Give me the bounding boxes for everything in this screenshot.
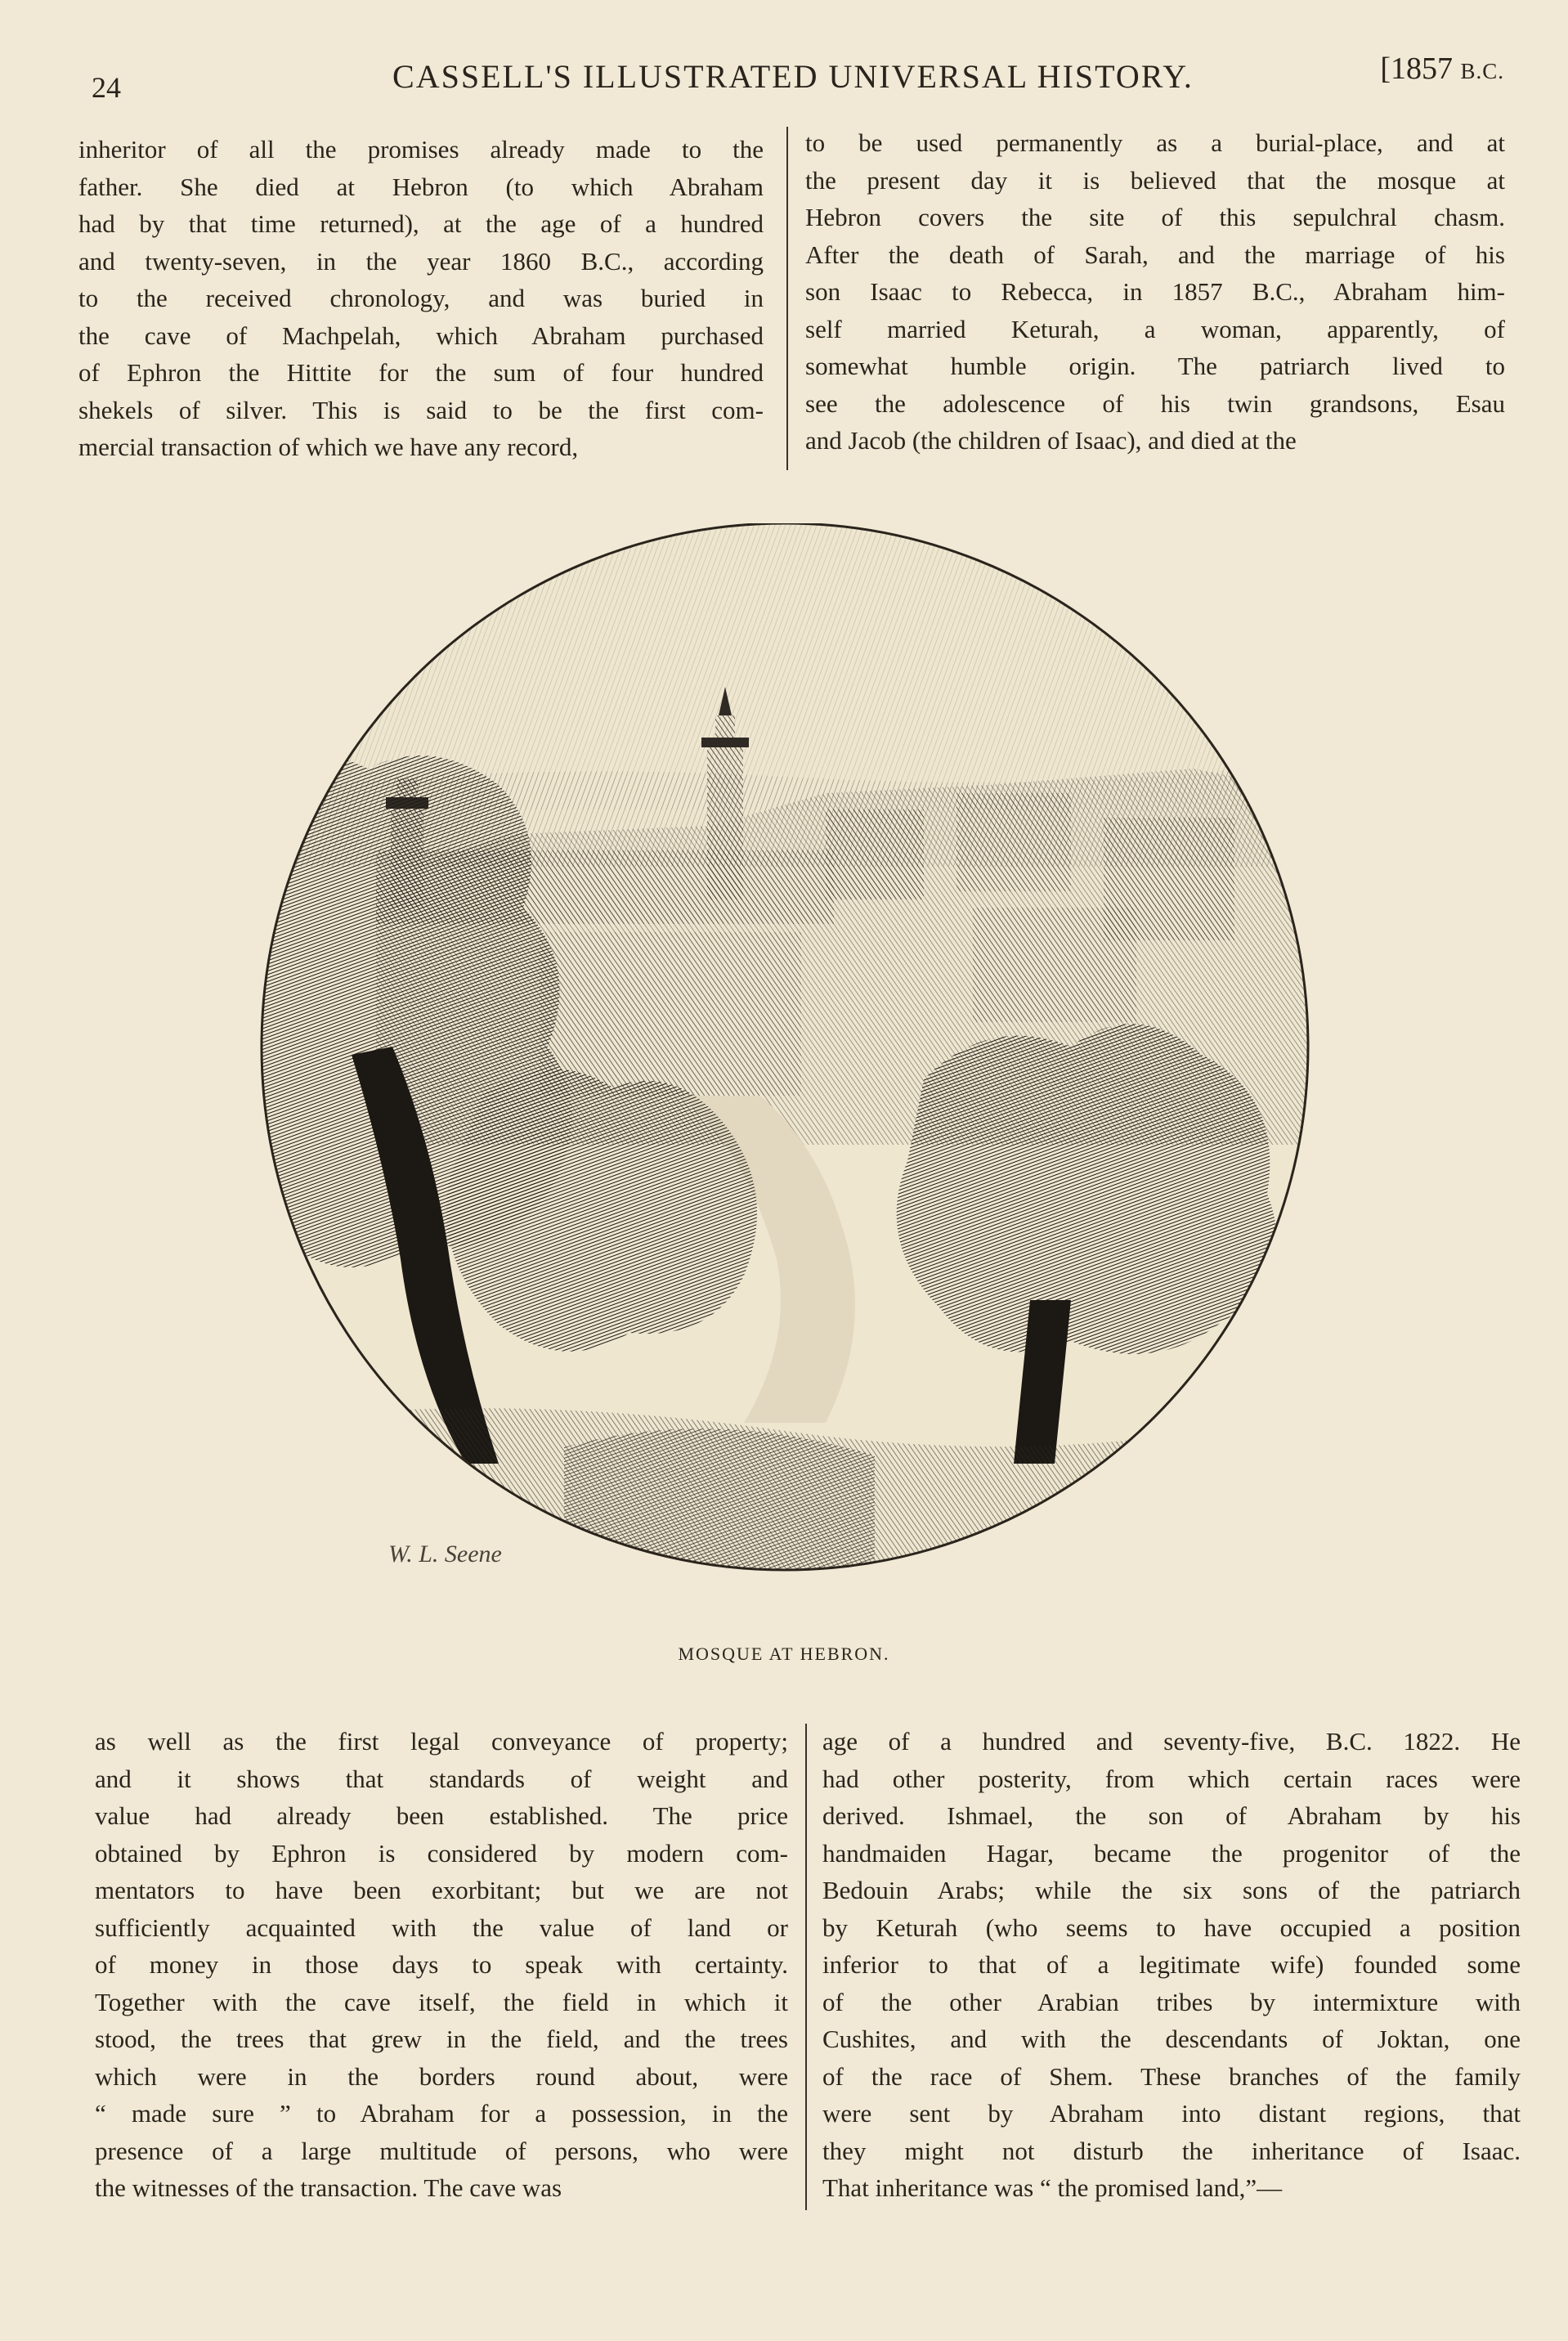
text-line: father. She died at Hebron (to which Abraham: [78, 172, 764, 201]
text-line: and it shows that standards of weight and: [95, 1764, 788, 1793]
text-line: the witnesses of the transaction. The cave was: [95, 2173, 562, 2202]
text-line: of the other Arabian tribes by intermixture with: [822, 1987, 1521, 2016]
figure-caption: MOSQUE AT HEBRON.: [678, 1644, 890, 1664]
text-line: Bedouin Arabs; while the six sons of the patriarch: [822, 1876, 1521, 1904]
text-line: Hebron covers the site of this sepulchral chasm.: [805, 203, 1505, 231]
engraver-signature: W. L. Seene: [388, 1540, 502, 1567]
date-mark-year: [1857: [1380, 52, 1461, 86]
text-line: Together with the cave itself, the field in which it: [95, 1987, 788, 2016]
text-line: which were in the borders round about, were: [95, 2061, 788, 2091]
text-line: Cushites, and with the descendants of Joktan, one: [822, 2025, 1521, 2053]
text-line: self married Keturah, a woman, apparently, of: [805, 314, 1505, 343]
text-line: see the adolescence of his twin grandsons, Esau: [805, 388, 1505, 418]
text-line: to be used permanently as a burial-place, and at: [805, 128, 1505, 157]
text-line: the cave of Machpelah, which Abraham purchased: [78, 321, 764, 350]
page-header: [82, 33, 1504, 104]
text-line: stood, the trees that grew in the field, and the trees: [95, 2025, 788, 2053]
top-right-column: [805, 124, 1505, 460]
running-title: CASSELL'S ILLUSTRATED UNIVERSAL HISTORY.: [392, 58, 1194, 95]
text-line: mentators to have been exorbitant; but we are not: [95, 1876, 788, 1904]
text-line: “ made sure ” to Abraham for a possession, in the: [95, 2099, 788, 2128]
text-line: by Keturah (who seems to have occupied a position: [822, 1913, 1521, 1942]
engraving-mosque-at-hebron: [253, 523, 1316, 1594]
text-line: handmaiden Hagar, became the progenitor of the: [822, 1838, 1521, 1868]
text-line: of money in those days to speak with certainty.: [95, 1950, 788, 1979]
column-divider-top: [786, 127, 788, 470]
text-line: value had already been established. The price: [95, 1801, 788, 1830]
text-line: and twenty-seven, in the year 1860 B.C., according: [78, 246, 764, 276]
bottom-right-column: [822, 1723, 1521, 2207]
text-line: shekels of silver. This is said to be the first com-: [78, 395, 764, 424]
text-line: mercial transaction of which we have any record,: [78, 433, 579, 461]
text-line: derived. Ishmael, the son of Abraham by his: [822, 1801, 1521, 1830]
bottom-left-column: [95, 1723, 788, 2207]
text-line: obtained by Ephron is considered by modern com-: [95, 1838, 788, 1868]
text-line: son Isaac to Rebecca, in 1857 B.C., Abraham him-: [805, 277, 1505, 306]
text-line: they might not disturb the inheritance of Isaac.: [822, 2136, 1521, 2165]
text-line: and Jacob (the children of Isaac), and died at the: [805, 426, 1297, 455]
top-left-column: [78, 131, 764, 466]
date-mark-era: B.C.: [1460, 59, 1504, 83]
text-line: somewhat humble origin. The patriarch lived to: [805, 352, 1505, 380]
text-line: had other posterity, from which certain races were: [822, 1764, 1521, 1793]
text-line: age of a hundred and seventy-five, B.C. 1822. He: [822, 1727, 1521, 1756]
text-line: That inheritance was “ the promised land,”—: [822, 2173, 1283, 2202]
engraving-illustration: [253, 523, 1316, 1594]
text-line: the present day it is believed that the mosque at: [805, 165, 1505, 195]
text-line: to the received chronology, and was buried in: [78, 284, 764, 312]
text-line: presence of a large multitude of persons, who were: [95, 2136, 788, 2165]
page-number: 24: [92, 71, 121, 104]
text-line: of the race of Shem. These branches of the family: [822, 2061, 1521, 2091]
text-line: were sent by Abraham into distant regions, that: [822, 2099, 1521, 2128]
text-line: inheritor of all the promises already made to the: [78, 135, 764, 164]
column-divider-bottom: [805, 1724, 807, 2210]
text-line: After the death of Sarah, and the marriage of his: [805, 240, 1505, 269]
text-line: as well as the first legal conveyance of property;: [95, 1727, 788, 1756]
text-line: sufficiently acquainted with the value of land or: [95, 1913, 788, 1942]
text-line: inferior to that of a legitimate wife) founded some: [822, 1950, 1521, 1979]
text-line: of Ephron the Hittite for the sum of four hundred: [78, 358, 764, 387]
text-line: had by that time returned), at the age of a hundred: [78, 209, 764, 238]
date-mark: [1380, 51, 1504, 87]
